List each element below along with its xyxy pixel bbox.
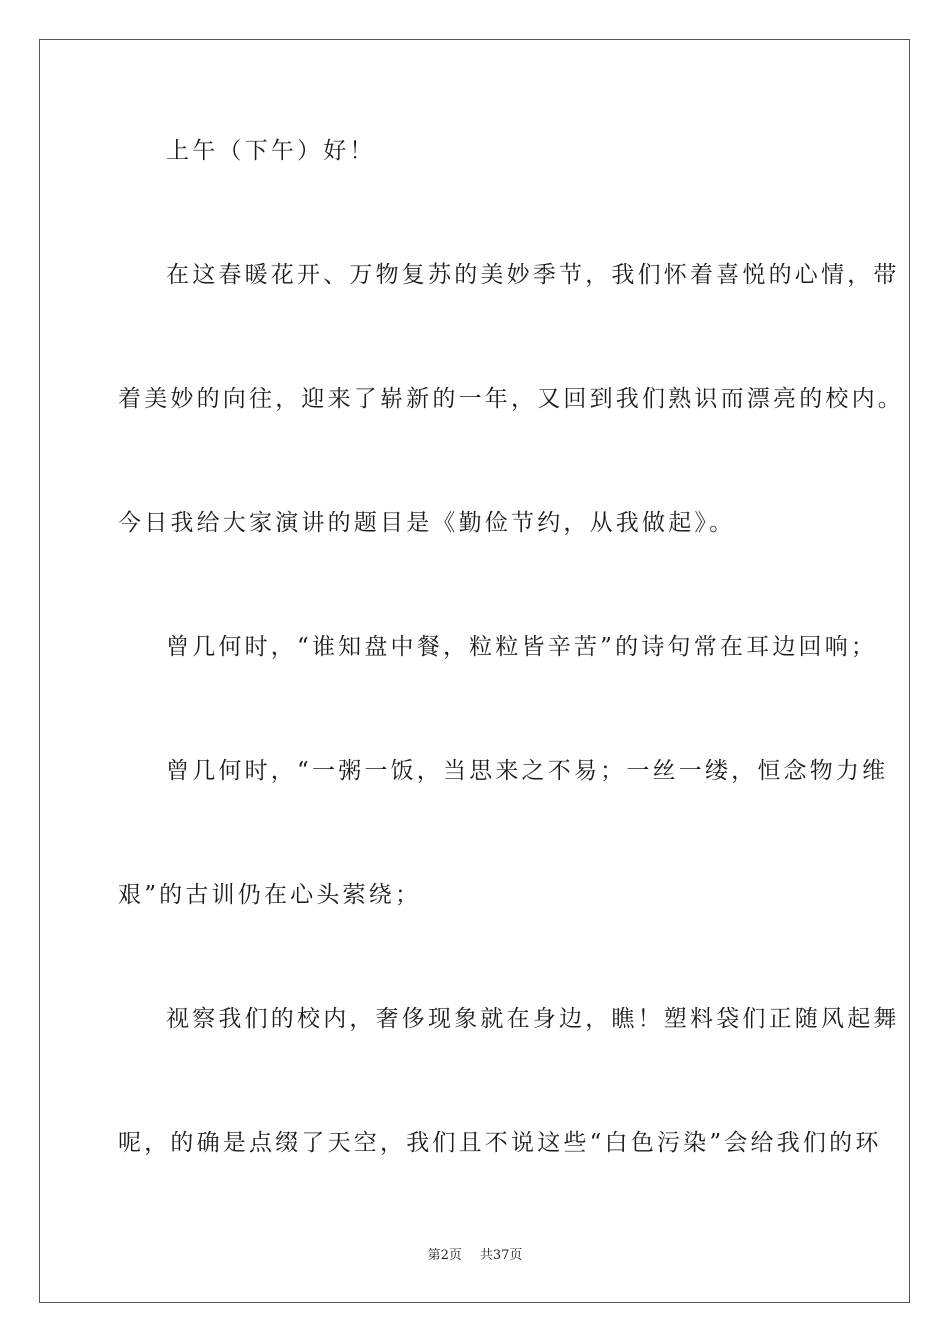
page-total: 共37页 xyxy=(479,1248,523,1263)
page-frame xyxy=(39,39,910,1303)
paragraph-line: 着美妙的向往，迎来了崭新的一年，又回到我们熟识而漂亮的校内。 xyxy=(118,386,904,412)
page-footer xyxy=(0,1247,950,1265)
page-number: 第2页 xyxy=(427,1248,462,1263)
paragraph-line: 曾几何时，“一粥一饭，当思来之不易；一丝一缕，恒念物力维 xyxy=(166,758,889,784)
paragraph-line: 视察我们的校内，奢侈现象就在身边，瞧！塑料袋们正随风起舞 xyxy=(166,1006,900,1032)
paragraph-line: 呢，的确是点缀了天空，我们且不说这些“白色污染”会给我们的环 xyxy=(118,1130,882,1156)
paragraph-line: 在这春暖花开、万物复苏的美妙季节，我们怀着喜悦的心情，带 xyxy=(166,262,900,288)
paragraph-line: 今日我给大家演讲的题目是《勤俭节约，从我做起》。 xyxy=(118,510,736,536)
greeting-line: 上午（下午）好！ xyxy=(166,138,376,164)
paragraph-line: 艰”的古训仍在心头萦绕； xyxy=(118,882,422,908)
paragraph-line: 曾几何时，“谁知盘中餐，粒粒皆辛苦”的诗句常在耳边回响； xyxy=(166,634,878,660)
